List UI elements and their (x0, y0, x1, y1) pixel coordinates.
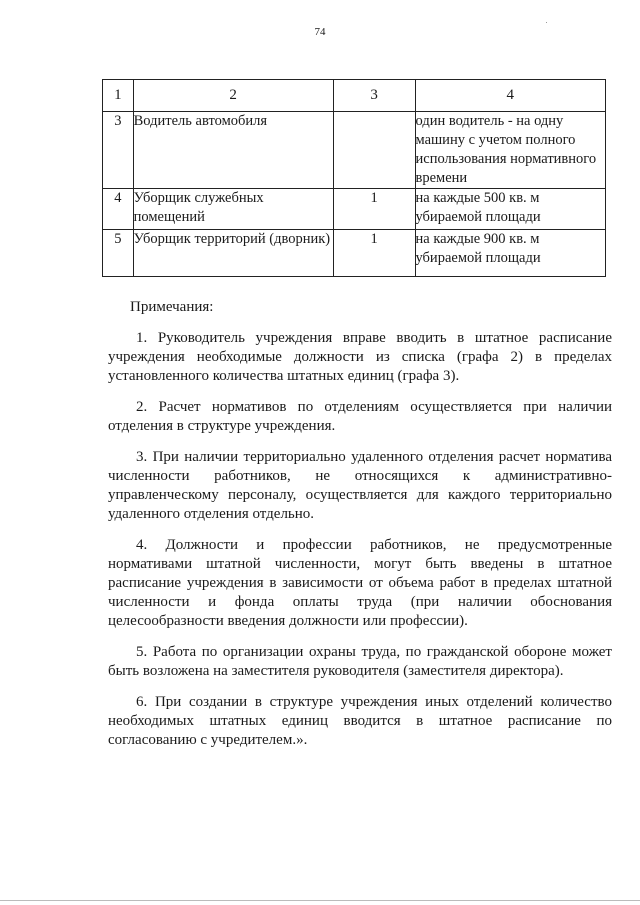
staffing-norm: на каждые 900 кв. м убираемой площади (415, 230, 606, 277)
note-item-3: 3. При наличии территориально удаленного отделения расчет норматива численности работников, не относящихся к административно-управленческому персоналу, осуществляется для каждого территориально удаленного отделения отдельно. (108, 449, 612, 522)
staff-norms-table (102, 79, 606, 277)
header-col-2: 2 (133, 80, 333, 112)
table-row (103, 189, 606, 230)
page-number: 74 (314, 26, 326, 38)
position-name: Водитель автомобиля (133, 112, 333, 189)
position-name: Уборщик территорий (дворник) (133, 230, 333, 277)
note-item-6: 6. При создании в структуре учреждения иных отделений количество необходимых штатных единиц вводится в штатное расписание по согласованию с учредителем.». (108, 694, 612, 748)
notes-section (108, 298, 612, 762)
header-col-4: 4 (415, 80, 606, 112)
note-item-4: 4. Должности и профессии работников, не предусмотренные нормативами штатной численности, могут быть введены в штатное расписание учреждения в зависимости от объема работ в пределах штатной численности и фонда оплаты труда (при наличии обоснования целесообразности введения должности или профессии). (108, 537, 612, 629)
table-row (103, 112, 606, 189)
staff-quantity (333, 112, 415, 189)
staffing-norm: на каждые 500 кв. м убираемой площади (415, 189, 606, 230)
header-col-3: 3 (333, 80, 415, 112)
table-row (103, 230, 606, 277)
row-number: 3 (103, 112, 134, 189)
note-item-5: 5. Работа по организации охраны труда, по гражданской обороне может быть возложена на заместителя руководителя (заместителя директора). (108, 644, 612, 679)
scan-speck (546, 22, 547, 23)
staff-quantity: 1 (333, 189, 415, 230)
table-header-row (103, 80, 606, 112)
staff-quantity: 1 (333, 230, 415, 277)
notes-title: Примечания: (130, 299, 214, 315)
note-item-1: 1. Руководитель учреждения вправе вводить в штатное расписание учреждения необходимые должности из списка (графа 2) в пределах установленного количества штатных единиц (графа 3). (108, 330, 612, 384)
header-col-1: 1 (103, 80, 134, 112)
position-name: Уборщик служебных помещений (133, 189, 333, 230)
row-number: 4 (103, 189, 134, 230)
page-bottom-edge (0, 900, 640, 901)
staffing-norm: один водитель - на одну машину с учетом полного использования нормативного времени (415, 112, 606, 189)
note-item-2: 2. Расчет нормативов по отделениям осуществляется при наличии отделения в структуре учреждения. (108, 399, 612, 434)
row-number: 5 (103, 230, 134, 277)
